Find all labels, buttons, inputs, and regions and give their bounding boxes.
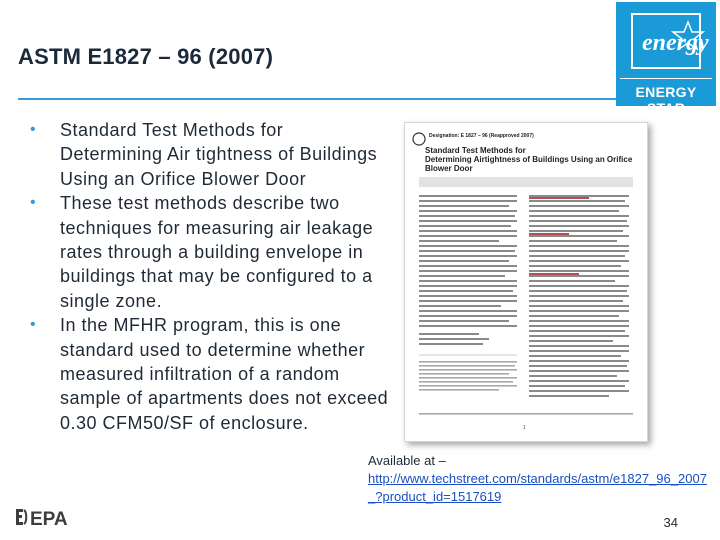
document-body-text [419, 195, 629, 397]
document-title: Standard Test Methods for Determining Airtightness of Buildings Using an Orifice Blower Door [425, 146, 633, 173]
bullet-icon: • [30, 121, 37, 138]
availability-note [368, 452, 708, 506]
document-designation: Designation: E 1827 – 96 (Reapproved 2007) [429, 133, 534, 139]
bullet-icon: • [30, 194, 37, 212]
bullet-text: In the MFHR program, this is one standard used to determine whether measured infiltration of a random sample of apartments does not exceed 0.30 CFM50/SF of enclosure. [60, 315, 389, 433]
bullet-item [30, 118, 390, 191]
astm-seal-icon [413, 133, 425, 145]
standard-document-thumbnail [404, 122, 648, 442]
bullet-item [30, 313, 390, 435]
energy-star-logo [616, 2, 716, 116]
energy-star-label: ENERGY STAR [635, 84, 697, 116]
energy-star-mark-icon [622, 6, 710, 76]
svg-text:1: 1 [523, 425, 526, 431]
document-page [405, 123, 647, 441]
page-number: 34 [663, 515, 678, 530]
bullet-item [30, 191, 390, 313]
techstreet-link[interactable]: http://www.techstreet.com/standards/astm/e1827_96_2007_?product_id=1517619 [368, 471, 707, 504]
epa-wordmark: EPA [30, 509, 68, 528]
svg-text:energy: energy [642, 30, 709, 56]
bullet-icon: • [30, 316, 37, 334]
availability-label: Available at – [368, 453, 446, 468]
bullet-list [30, 118, 390, 435]
slide-title: ASTM E1827 – 96 (2007) [18, 44, 274, 69]
bullet-text: Standard Test Methods for Determining Air tightness of Buildings Using an Orifice Blower Door [60, 120, 378, 189]
title-divider [18, 98, 616, 100]
epa-logo-icon [14, 506, 84, 528]
bullet-text: These test methods describe two techniques for measuring air leakage rates through a building envelope in buildings that may be configured to a single zone. [60, 193, 374, 311]
energy-star-divider [620, 78, 712, 79]
